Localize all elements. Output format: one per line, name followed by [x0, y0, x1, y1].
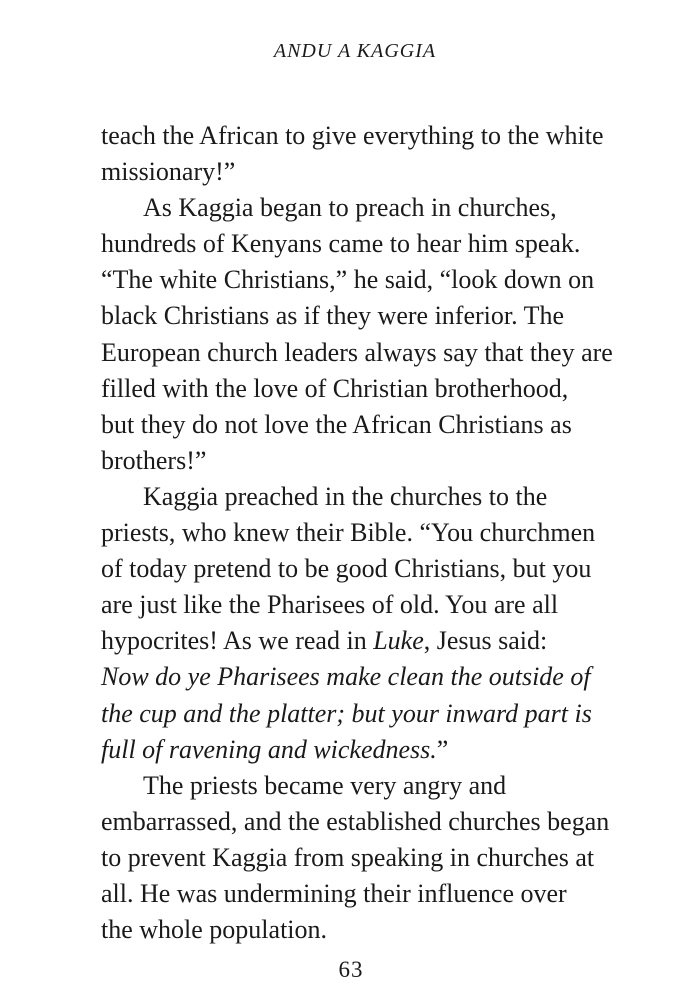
text-line: but they do not love the African Christians as: [101, 409, 572, 439]
text-line: hundreds of Kenyans came to hear him speak.: [101, 229, 581, 259]
running-head: ANDU A KAGGIA: [273, 40, 437, 62]
text-line: the whole population.: [101, 915, 328, 945]
book-title-luke: Luke: [373, 626, 424, 656]
text-line: priests, who knew their Bible. “You churchmen: [101, 518, 596, 548]
text-line: European church leaders always say that they are: [101, 337, 613, 367]
text-line: all. He was undermining their influence over: [101, 878, 567, 908]
text-line: of today pretend to be good Christians, but you: [101, 554, 592, 584]
body-text: [101, 118, 621, 948]
quotation-line: the cup and the platter; but your inward part is: [101, 698, 592, 728]
quotation-line: Now do ye Pharisees make clean the outside of: [101, 662, 591, 692]
text-line: The priests became very angry and: [143, 770, 507, 800]
text-line: black Christians as if they were inferior. The: [101, 301, 565, 331]
text-line: [101, 623, 621, 659]
text-line: embarrassed, and the established churches began: [101, 806, 610, 836]
text-line: missionary!”: [101, 157, 236, 187]
text-segment: , Jesus said:: [423, 626, 548, 656]
text-line: are just like the Pharisees of old. You are all: [101, 590, 559, 620]
quotation-line: [101, 732, 621, 768]
text-line: brothers!”: [101, 445, 207, 475]
text-line: teach the African to give everything to the white: [101, 121, 604, 150]
text-segment: hypocrites! As we read in: [101, 626, 374, 656]
text-line: Kaggia preached in the churches to the: [143, 481, 548, 511]
closing-quote: ”: [436, 734, 449, 764]
text-line: “The white Christians,” he said, “look down on: [101, 265, 595, 295]
page-number: 63: [338, 957, 364, 982]
text-line: to prevent Kaggia from speaking in churches at: [101, 842, 595, 872]
text-line: filled with the love of Christian brotherhood,: [101, 373, 569, 403]
quotation-segment: full of ravening and wickedness.: [101, 734, 437, 764]
text-line: As Kaggia began to preach in churches,: [143, 193, 557, 223]
